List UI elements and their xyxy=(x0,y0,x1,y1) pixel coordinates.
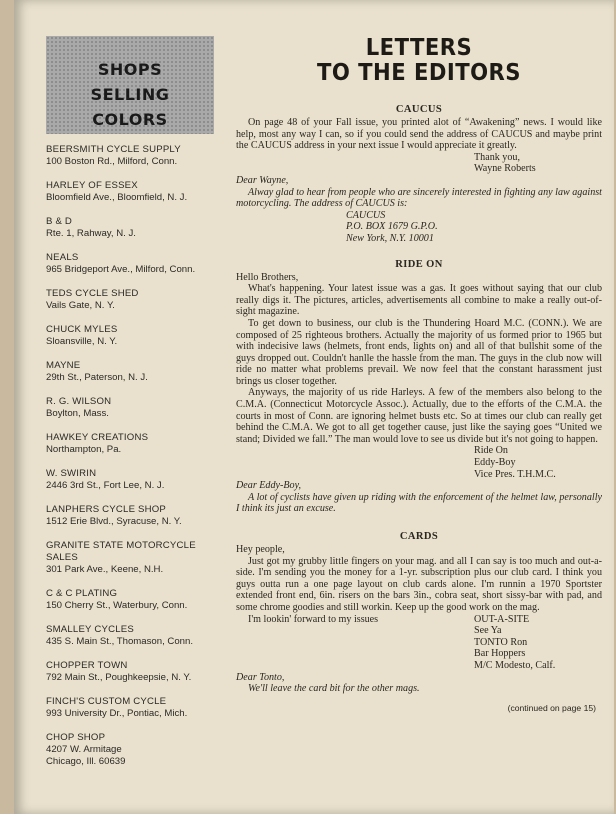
sig-line: Ride On xyxy=(474,445,508,457)
ride-on-letter xyxy=(236,272,602,446)
shop-name: FINCH'S CUSTOM CYCLE xyxy=(46,696,167,707)
shop-address: 792 Main St., Poughkeepsie, N. Y. xyxy=(46,672,192,683)
shop-name: TEDS CYCLE SHED xyxy=(46,288,139,299)
ride-on-signature xyxy=(474,445,602,480)
sig-line: Wayne Roberts xyxy=(474,163,536,175)
cards-reply xyxy=(236,672,602,695)
shop-entry xyxy=(46,252,228,276)
shop-entry xyxy=(46,288,228,312)
shop-address: 435 S. Main St., Thomason, Conn. xyxy=(46,636,194,647)
caucus-letter-text: On page 48 of your Fall issue, you printed alot of “Awakening” news. I would like help, most any way I can, so if you could send the address of CAUCUS and maybe print the CAUCUS address in your next issue I would appreciate it greatly. xyxy=(236,117,602,152)
caucus-heading: CAUCUS xyxy=(395,104,443,115)
shop-address: 4207 W. Armitage xyxy=(46,744,122,755)
shop-address: Northampton, Pa. xyxy=(46,444,122,455)
reply-salutation: Dear Tonto, xyxy=(236,671,285,683)
shop-name: CHOPPER TOWN xyxy=(46,660,128,671)
shop-entry xyxy=(46,396,228,420)
shop-name: MAYNE xyxy=(46,360,81,371)
shop-address: 1512 Erie Blvd., Syracuse, N. Y. xyxy=(46,516,182,527)
sig-line: M/C Modesto, Calf. xyxy=(474,659,556,671)
page-title xyxy=(251,36,588,86)
shop-entry xyxy=(46,216,228,240)
ride-on-heading: RIDE ON xyxy=(395,258,443,270)
shop-address: 2446 3rd St., Fort Lee, N. J. xyxy=(46,480,165,491)
cards-letter xyxy=(236,544,602,614)
reply-salutation: Dear Eddy-Boy, xyxy=(236,480,302,492)
shop-name: SMALLEY CYCLES xyxy=(46,624,134,635)
sig-line: Eddy-Boy xyxy=(474,457,516,469)
ride-on-reply xyxy=(236,480,602,515)
shop-name: NEALS xyxy=(46,252,79,263)
sig-line: Thank you, xyxy=(474,151,520,163)
letter-salutation: Hello Brothers, xyxy=(236,271,299,283)
shop-address: 993 University Dr., Pontiac, Mich. xyxy=(46,708,188,719)
shop-address: Boylton, Mass. xyxy=(46,408,109,419)
shop-address: 150 Cherry St., Waterbury, Conn. xyxy=(46,600,188,611)
shop-address: Rte. 1, Rahway, N. J. xyxy=(46,228,136,239)
sig-line: OUT-A-SITE xyxy=(474,613,530,625)
header-line-2: SELLING xyxy=(90,85,170,104)
address-line: New York, N.Y. 10001 xyxy=(346,232,434,244)
shops-selling-colors-header xyxy=(46,36,214,134)
shop-entry xyxy=(46,468,228,492)
shop-entry xyxy=(46,432,228,456)
letters-column xyxy=(236,36,602,713)
shop-address: 29th St., Paterson, N. J. xyxy=(46,372,148,383)
shop-entry xyxy=(46,180,228,204)
letter-paragraph: Just got my grubby little fingers on your mag. and all I can say is too much and out-a-side. I'm sending you the money for a 1-yr. subscription plus our club card. I think you guys outta run a one page layout on club cards alone. I'm runnin a 1970 Sportster extended front end, 6in. risers on the bars 3in., cobra seat, short sissy-bar with pad, and some chrome goodies and still workin. Keep up the good work on the mag. xyxy=(236,555,602,613)
letter-paragraph: Anyways, the majority of us ride Harleys. A few of the members also belong to the C.M.A. (Connecticut Motorcycle Assoc.). Actually, due to the efforts of the C.M.A. the courts in most of Conn. are ignoring helmet busts etc. So at times our club can really get behind the C.M.A. We got to all get together cause, just like the saying goes “United we stand; Divided we fall.” The man would love to see us divide but it's not going to happen. xyxy=(236,387,602,445)
shop-entry xyxy=(46,588,228,612)
shop-address: Bloomfield Ave., Bloomfield, N. J. xyxy=(46,192,188,203)
shop-address: Vails Gate, N. Y. xyxy=(46,300,115,311)
shop-name: CHUCK MYLES xyxy=(46,324,118,335)
caucus-letter xyxy=(236,117,602,152)
caucus-signature xyxy=(474,152,602,175)
shop-name: HARLEY OF ESSEX xyxy=(46,180,138,191)
letter-salutation: Hey people, xyxy=(236,544,285,555)
shop-entry xyxy=(46,504,228,528)
cards-closing-row xyxy=(236,614,602,672)
reply-text: Alway glad to hear from people who are sincerely interested in fighting any law against motorcycling. The address of CAUCUS is: xyxy=(236,186,602,210)
shop-entry xyxy=(46,360,228,384)
header-line-3: COLORS xyxy=(92,110,168,129)
shop-name: LANPHERS CYCLE SHOP xyxy=(46,504,167,515)
cards-signature xyxy=(474,614,555,672)
shop-name: BEERSMITH CYCLE SUPPLY xyxy=(46,144,181,155)
address-line: P.O. BOX 1679 G.P.O. xyxy=(346,221,438,233)
magazine-page xyxy=(14,0,614,814)
shop-list xyxy=(46,144,228,768)
sig-line: Vice Pres. T.H.M.C. xyxy=(474,468,556,480)
caucus-address xyxy=(346,210,602,245)
shop-name: GRANITE STATE MOTORCYCLE SALES xyxy=(46,540,196,563)
shop-name: B & D xyxy=(46,216,73,227)
shop-address: 965 Bridgeport Ave., Milford, Conn. xyxy=(46,264,196,275)
sig-line: TONTO Ron xyxy=(474,636,528,648)
shop-address: Sloansville, N. Y. xyxy=(46,336,118,347)
header-line-1: SHOPS xyxy=(97,60,163,79)
shop-entry xyxy=(46,624,228,648)
shop-entry xyxy=(46,660,228,684)
shop-name: W. SWIRIN xyxy=(46,468,97,479)
title-line-2: TO THE EDITORS xyxy=(316,60,522,86)
cards-heading: CARDS xyxy=(399,531,439,542)
shop-entry xyxy=(46,144,228,168)
shop-entry xyxy=(46,696,228,720)
sig-line: Bar Hoppers xyxy=(474,648,526,660)
shops-sidebar xyxy=(46,36,228,780)
continued-note: (continued on page 15) xyxy=(507,702,596,713)
caucus-reply xyxy=(236,175,602,210)
shop-name: C & C PLATING xyxy=(46,588,118,599)
title-line-1: LETTERS xyxy=(365,35,473,61)
reply-text: A lot of cyclists have given up riding with the enforcement of the helmet law, personally I think its just an excuse. xyxy=(236,491,602,515)
shop-entry xyxy=(46,540,228,576)
shop-address: 100 Boston Rd., Milford, Conn. xyxy=(46,156,178,167)
shop-name: R. G. WILSON xyxy=(46,396,112,407)
sig-line: See Ya xyxy=(474,625,502,637)
letter-paragraph: What's happening. Your latest issue was a gas. It goes without saying that our club really digs it. The pictures, articles, advertisements all combine to make a really out-of-sight magazine. xyxy=(236,283,602,318)
address-line: CAUCUS xyxy=(346,209,386,221)
shop-address: 301 Park Ave., Keene, N.H. xyxy=(46,564,164,575)
shop-address: Chicago, Ill. 60639 xyxy=(46,756,126,767)
reply-salutation: Dear Wayne, xyxy=(236,174,289,186)
reply-text: We'll leave the card bit for the other mags. xyxy=(248,683,420,695)
shop-entry xyxy=(46,324,228,348)
shop-name: CHOP SHOP xyxy=(46,732,106,743)
closing-text: I'm lookin' forward to my issues xyxy=(248,613,379,625)
shop-name: HAWKEY CREATIONS xyxy=(46,432,149,443)
shop-entry xyxy=(46,732,228,768)
letter-paragraph: To get down to business, our club is the Thundering Hoard M.C. (CONN.). We are composed of 25 righteous brothers. Actually the majority of us formed prior to 1965 but with indecisive laws (helmets, front ends, lights on) and all of that bullshit some of the guys dropped out. Couldn't hanlle the hassle from the man. The guys in the club now will ride no matter what problems prevail. We now feel that the constant harassment just brings us closer together. xyxy=(236,317,602,387)
